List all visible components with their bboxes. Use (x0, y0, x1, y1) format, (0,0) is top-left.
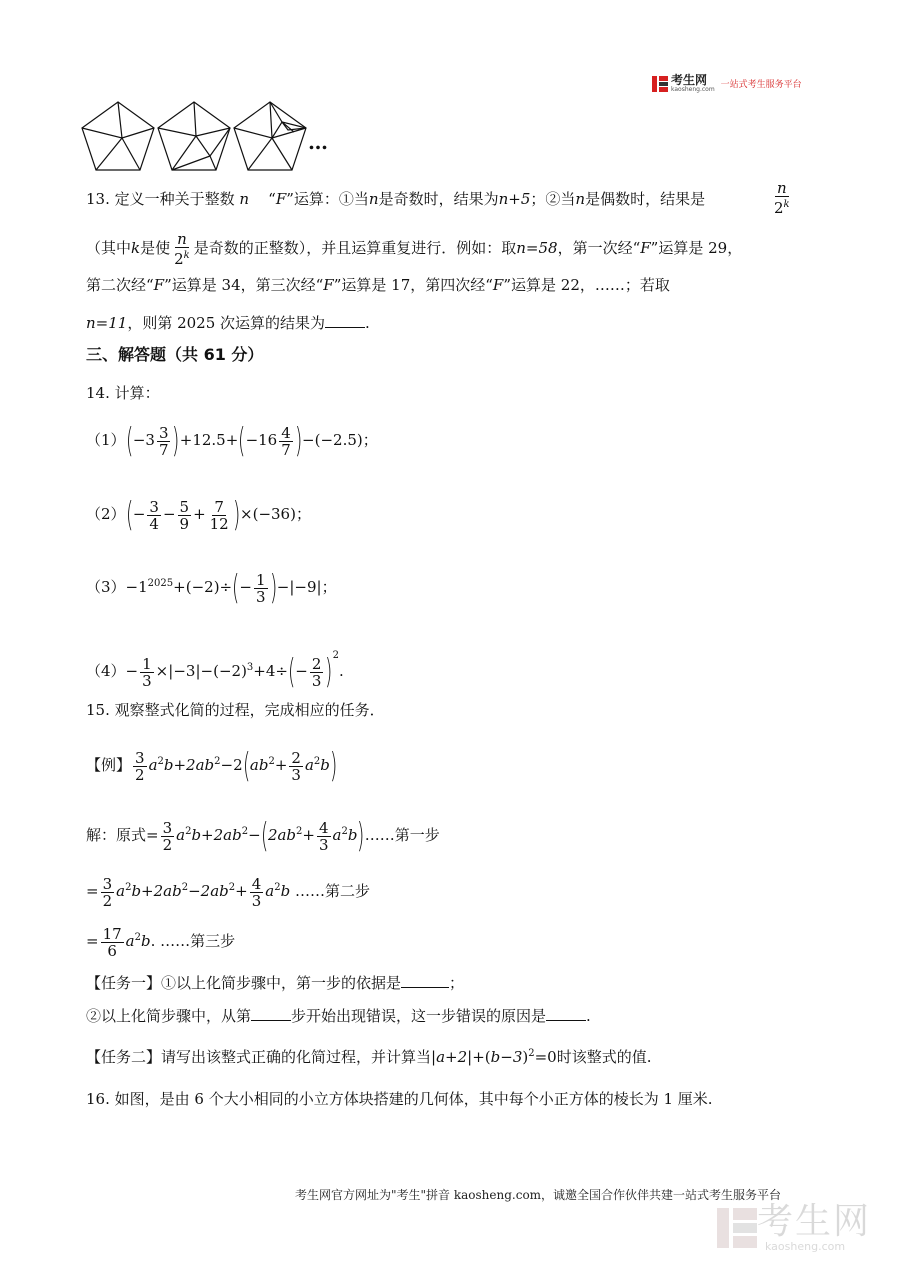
q13-answer-blank[interactable] (325, 311, 365, 328)
pentagon-figure-3 (234, 102, 306, 170)
q14-part4: （4）− $\frac{1}{3}$ $\times|-3|-(-2)^3+4\div(-$ $\frac{2}{3}$ )$^2$. (86, 650, 344, 692)
q13-line2: （其中k是使 $\frac{n}{2^k}$ 是奇数的正整数），并且运算重复进行．例如：取n=58，第一次经“F”运算是 29， (86, 230, 743, 268)
q15-solution-step3: = $\frac{17}{6}$ $a^2b$. ……第三步 (86, 924, 236, 960)
q14-part1: （1）(−3 $\frac{3}{7}$ )+12.5+(−16 $\frac{4}{7}$ )−(−2.5)； (86, 421, 378, 461)
q16-text: 16. 如图，是由 6 个大小相同的小立方体块搭建的几何体，其中每个小正方体的棱长为 1 厘米. (86, 1090, 713, 1108)
q13-fraction-n-over-2k: $\frac{n}{2^k}$ (774, 179, 790, 217)
pentagon-figure-1 (82, 102, 154, 170)
q15-title: 15. 观察整式化简的过程，完成相应的任务． (86, 701, 385, 719)
q13-line3: 第二次经“F”运算是 34，第三次经“F”运算是 17，第四次经“F”运算是 22，……；若取 (86, 276, 670, 294)
q15-solution-step2: = $\frac{3}{2}$ $a^2b+2ab^2-2ab^2+$ $\frac{4}{3}$ $a^2b$ ……第二步 (86, 874, 370, 910)
q15-example: 【例】 $\frac{3}{2}$ $a^2b+2ab^2-2(ab^2+$ $\frac{2}{3}$ $a^2b$) (86, 746, 338, 786)
footer-text: 考生网官方网址为"考生"拼音 kaosheng.com，诚邀全国合作伙伴共建一站式考生服务平台 (295, 1188, 782, 1202)
section3-title: 三、解答题（共 61 分） (86, 345, 264, 364)
q13-line1: 13. 定义一种关于整数 n “F”运算：①当n是奇数时，结果为n+5；②当n是偶数时，结果是 (86, 190, 706, 208)
q14-title: 14. 计算： (86, 384, 160, 402)
brand-slogan: 一站式考生服务平台 (720, 80, 802, 90)
brand-domain: kaosheng.com (671, 86, 715, 93)
q13-line4: n=11，则第 2025 次运算的结果为 . (86, 311, 370, 333)
q14-part2: （2）(− $\frac{3}{4}$ − $\frac{5}{9}$ + $\frac{7}{12}$ )×(−36)； (86, 495, 311, 535)
watermark-name: 考生网 (757, 1201, 872, 1242)
q15-task1-part2: ②以上化简步骤中，从第 步开始出现错误，这一步错误的原因是 . (86, 1004, 591, 1026)
q14-part3: $(3)-1^{2025}+(-2)\div(-$ $\frac{1}{3}$ )−|−9|； (86, 568, 337, 608)
watermark (717, 1203, 871, 1253)
q15-task2: 【任务二】请写出该整式正确的化简过程，并计算当$|a+2|+(b-3)^2=0$时该整式的值. (86, 1048, 652, 1066)
q15-task1: 【任务一】①以上化简步骤中，第一步的依据是 ； (86, 971, 464, 993)
task1-step-blank[interactable] (251, 1004, 291, 1021)
pentagon-figures (80, 100, 340, 175)
pentagon-figure-2 (158, 102, 230, 170)
watermark-logo-icon (717, 1208, 757, 1248)
brand-name: 考生网 (671, 73, 708, 87)
watermark-domain: kaosheng.com (765, 1240, 846, 1253)
figure-ellipsis: … (308, 130, 328, 154)
header-logo[interactable] (652, 74, 802, 93)
task1-answer-blank[interactable] (401, 971, 449, 988)
brand-logo-icon (652, 76, 668, 92)
q15-solution-step1: 解：原式= $\frac{3}{2}$ $a^2b+2ab^2-(2ab^2+$ $\frac{4}{3}$ $a^2b)\dots\dots$第一步 (86, 816, 440, 856)
task1-reason-blank[interactable] (546, 1004, 586, 1021)
